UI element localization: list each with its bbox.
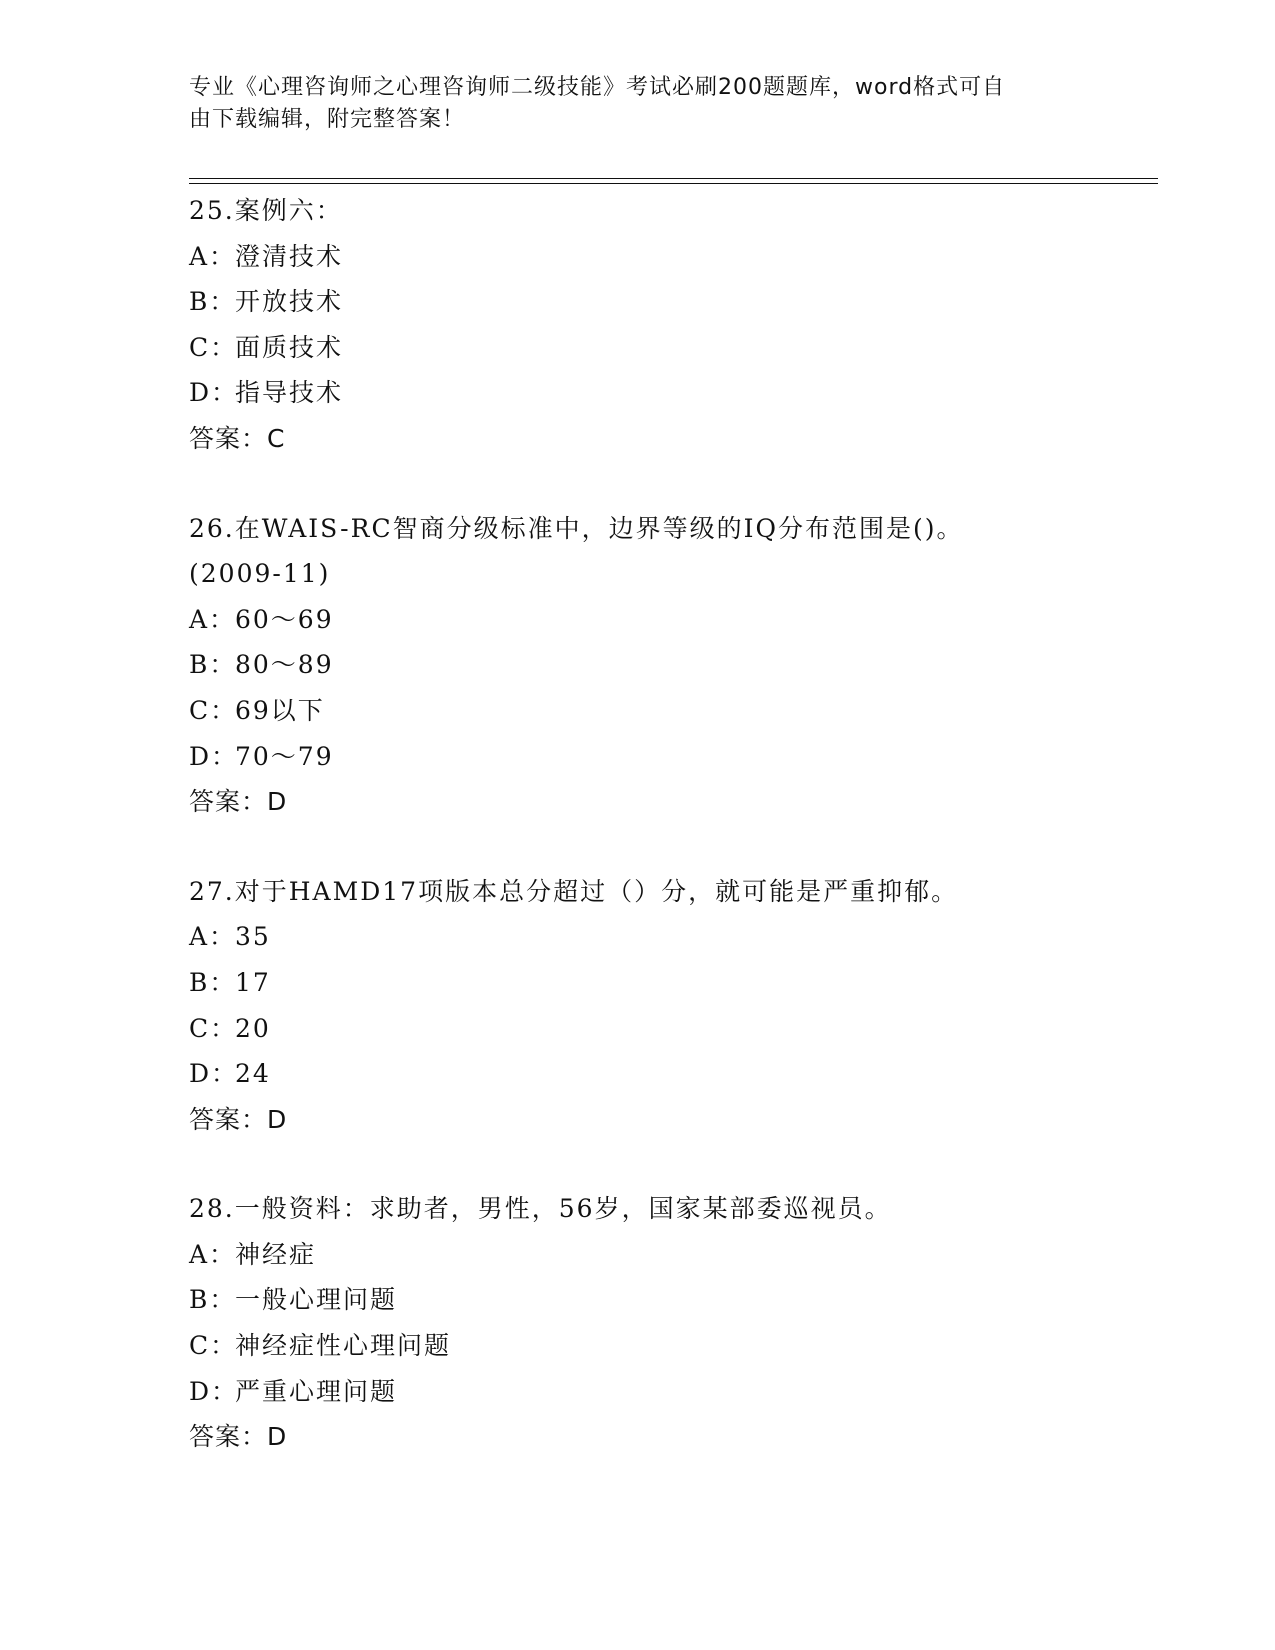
option-text: 面质技术: [235, 332, 344, 362]
question-stem: 26.在WAIS-RC智商分级标准中，边界等级的IQ分布范围是()。: [189, 513, 964, 543]
option-text: 69以下: [235, 695, 325, 725]
question-item: [189, 1186, 1158, 1460]
answer-line: 答案：C: [189, 423, 286, 453]
option-text: 70～79: [235, 741, 334, 771]
question-item: [189, 188, 1158, 462]
question-stem: 25.案例六：: [189, 196, 343, 225]
option-letter: C：: [189, 1013, 238, 1043]
option-text: 60～69: [235, 604, 334, 634]
answer-line: 答案：D: [189, 1422, 288, 1452]
option-letter: A：: [189, 604, 237, 634]
option-a: [189, 597, 1158, 643]
option-c: [189, 1006, 1158, 1052]
option-text: 24: [235, 1059, 271, 1089]
option-a: [189, 1232, 1158, 1278]
answer-line: 答案：D: [189, 1104, 288, 1134]
option-letter: D：: [189, 378, 239, 408]
option-letter: C：: [189, 695, 238, 725]
option-text: 神经症: [235, 1239, 317, 1269]
option-text: 35: [235, 922, 271, 952]
option-text: 澄清技术: [235, 241, 344, 271]
option-text: 17: [235, 967, 271, 997]
question-list: [189, 188, 1158, 1460]
option-letter: D：: [189, 741, 239, 771]
option-text: 一般心理问题: [235, 1285, 398, 1315]
option-c: [189, 688, 1158, 734]
option-text: 神经症性心理问题: [235, 1331, 452, 1361]
option-text: 20: [235, 1013, 271, 1043]
question-stem: 28.一般资料：求助者，男性，56岁，国家某部委巡视员。: [189, 1194, 892, 1224]
option-b: [189, 642, 1158, 688]
header-divider-top: [189, 178, 1158, 179]
option-letter: B：: [189, 650, 237, 680]
option-letter: A：: [189, 1239, 237, 1269]
option-d: [189, 734, 1158, 780]
header-line-1: 专业《心理咨询师之心理咨询师二级技能》考试必刷200题题库，word格式可自: [189, 75, 1006, 100]
option-d: [189, 1051, 1158, 1097]
option-a: [189, 914, 1158, 960]
option-letter: D：: [189, 1059, 239, 1089]
header-line-2: 由下载编辑，附完整答案！: [189, 107, 466, 132]
option-letter: D：: [189, 1376, 239, 1406]
option-text: 80～89: [235, 650, 334, 680]
question-stem-continuation: (2009-11): [189, 559, 331, 589]
option-text: 指导技术: [235, 378, 344, 408]
option-a: [189, 234, 1158, 280]
option-letter: B：: [189, 287, 237, 317]
option-b: [189, 960, 1158, 1006]
answer-line: 答案：D: [189, 787, 288, 817]
question-item: [189, 869, 1158, 1143]
option-b: [189, 1277, 1158, 1323]
option-letter: B：: [189, 1285, 237, 1315]
document-header: [189, 72, 1069, 136]
question-stem: 27.对于HAMD17项版本总分超过（）分，就可能是严重抑郁。: [189, 876, 959, 906]
option-text: 开放技术: [235, 287, 344, 317]
option-c: [189, 1323, 1158, 1369]
option-letter: C：: [189, 332, 238, 362]
option-letter: C：: [189, 1331, 238, 1361]
option-letter: A：: [189, 922, 237, 952]
header-divider-bottom: [189, 183, 1158, 184]
question-item: [189, 506, 1158, 825]
option-c: [189, 325, 1158, 371]
option-d: [189, 370, 1158, 416]
option-d: [189, 1369, 1158, 1415]
option-letter: A：: [189, 241, 237, 271]
option-letter: B：: [189, 967, 237, 997]
option-text: 严重心理问题: [235, 1376, 398, 1406]
option-b: [189, 279, 1158, 325]
